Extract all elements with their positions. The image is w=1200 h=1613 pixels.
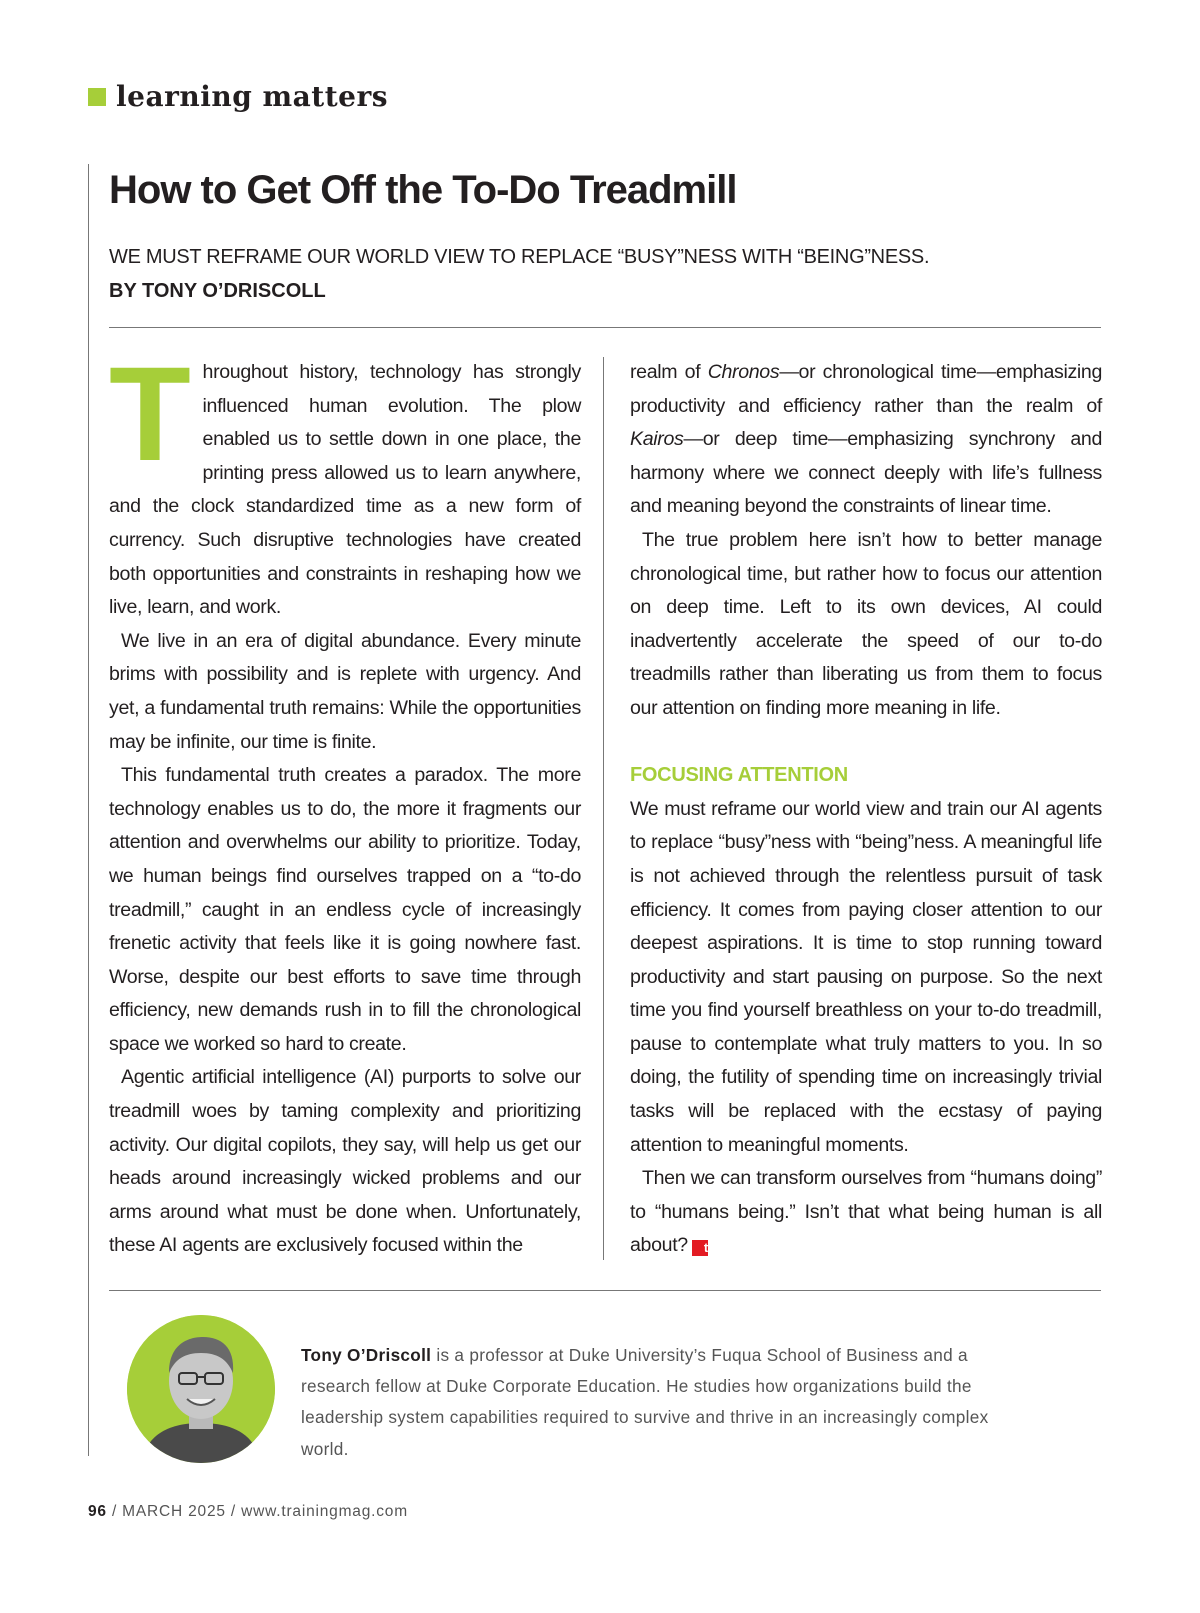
left-vertical-rule: [88, 164, 89, 1456]
paragraph-text: —or deep time—emphasizing synchrony and harmony where we connect deeply with life’s fullness and meaning beyond the constraints of linear time.: [630, 428, 1102, 518]
kairos-term: Kairos: [630, 428, 684, 451]
section-square-icon: [88, 88, 106, 106]
paragraph: Agentic artificial intelligence (AI) purports to solve our treadmill woes by taming complexity and prioritizing activity. Our digital copilots, they say, will help us get our heads around increasingly wicked problems and our arms around what must be done when. Unfortunately, these AI agents are exclusively focused within the: [109, 1066, 581, 1257]
paragraph-text: —or chronological time—emphasizing productivity and efficiency rather than the realm of: [630, 361, 1102, 417]
author-photo: [127, 1315, 275, 1463]
paragraph: The true problem here isn’t how to better manage chronological time, but rather how to focus our attention on deep time. Left to its own devices, AI could inadvertently accelerate the speed of our to-do treadmills rather than liberating us from them to focus our attention on finding more meaning in life.: [630, 528, 1102, 719]
dropcap: T: [109, 340, 191, 489]
paragraph-text: realm of: [630, 361, 708, 383]
page-number: 96: [88, 1503, 107, 1520]
paragraph: This fundamental truth creates a paradox. The more technology enables us to do, the more it fragments our attention and overwhelms our ability to prioritize. Today, we human beings find ourselves trapped on a “to-do treadmill,” caught in an endless cycle of increasingly frenetic activity that feels like it is going nowhere fast. Worse, despite our best efforts to save time through efficiency, new demands rush in to fill the chronological space we worked so hard to create.: [109, 764, 581, 1055]
section-label: learning matters: [116, 80, 388, 113]
bottom-divider: [109, 1290, 1101, 1291]
paragraph: [109, 340, 581, 625]
author-portrait-image: [127, 1315, 275, 1463]
author-name: Tony O’Driscoll: [301, 1345, 432, 1365]
author-bio-text: is a professor at Duke University’s Fuqua School of Business and a research fellow at Duke Corporate Education. He studies how organizations build the leadership system capabilities required to survive and thrive in an increasingly complex world.: [301, 1345, 989, 1459]
section-header: [88, 80, 388, 113]
author-bio: [301, 1340, 1041, 1465]
article-title: How to Get Off the To-Do Treadmill: [109, 168, 737, 212]
paragraph: We must reframe our world view and train our AI agents to replace “busy”ness with “being”ness. A meaningful life is not achieved through the relentless pursuit of task efficiency. It comes from paying closer attention to our deepest aspirations. It is time to stop running toward productivity and start pausing on purpose. So the next time you find yourself breathless on your to-do treadmill, pause to contemplate what truly matters to you. In so doing, the futility of spending time on increasingly trivial tasks will be replaced with the ecstasy of paying attention to meaningful moments.: [630, 797, 1102, 1156]
paragraph-text: hroughout history, technology has strongly influenced human evolution. The plow enabled us to settle down in one place, the printing press allowed us to learn anywhere, and the clock standardized time as a new form of currency. Such disruptive technologies have created both opportunities and constraints in reshaping how we live, learn, and work.: [109, 361, 581, 619]
article-column-2: [630, 356, 1102, 1263]
chronos-term: Chronos: [707, 361, 780, 383]
column-divider: [603, 357, 604, 1260]
subhead: FOCUSING ATTENTION: [630, 764, 848, 787]
top-divider: [109, 327, 1101, 328]
article-deck: WE MUST REFRAME OUR WORLD VIEW TO REPLACE “BUSY”NESS WITH “BEING”NESS.: [109, 246, 930, 268]
end-mark-icon: t: [692, 1240, 708, 1256]
paragraph: [630, 356, 1102, 524]
article-byline: BY TONY O’DRISCOLL: [109, 280, 326, 302]
footer-text: / MARCH 2025 / www.trainingmag.com: [106, 1503, 408, 1520]
paragraph: [630, 1162, 1102, 1263]
article-column-1: [109, 340, 581, 1263]
paragraph: We live in an era of digital abundance. Every minute brims with possibility and is replete with urgency. And yet, a fundamental truth remains: While the opportunities may be infinite, our time is finite.: [109, 629, 581, 753]
page-footer: [88, 1503, 408, 1521]
paragraph-text: Then we can transform ourselves from “humans doing” to “humans being.” Isn’t that what being human is all about?: [630, 1167, 1102, 1257]
